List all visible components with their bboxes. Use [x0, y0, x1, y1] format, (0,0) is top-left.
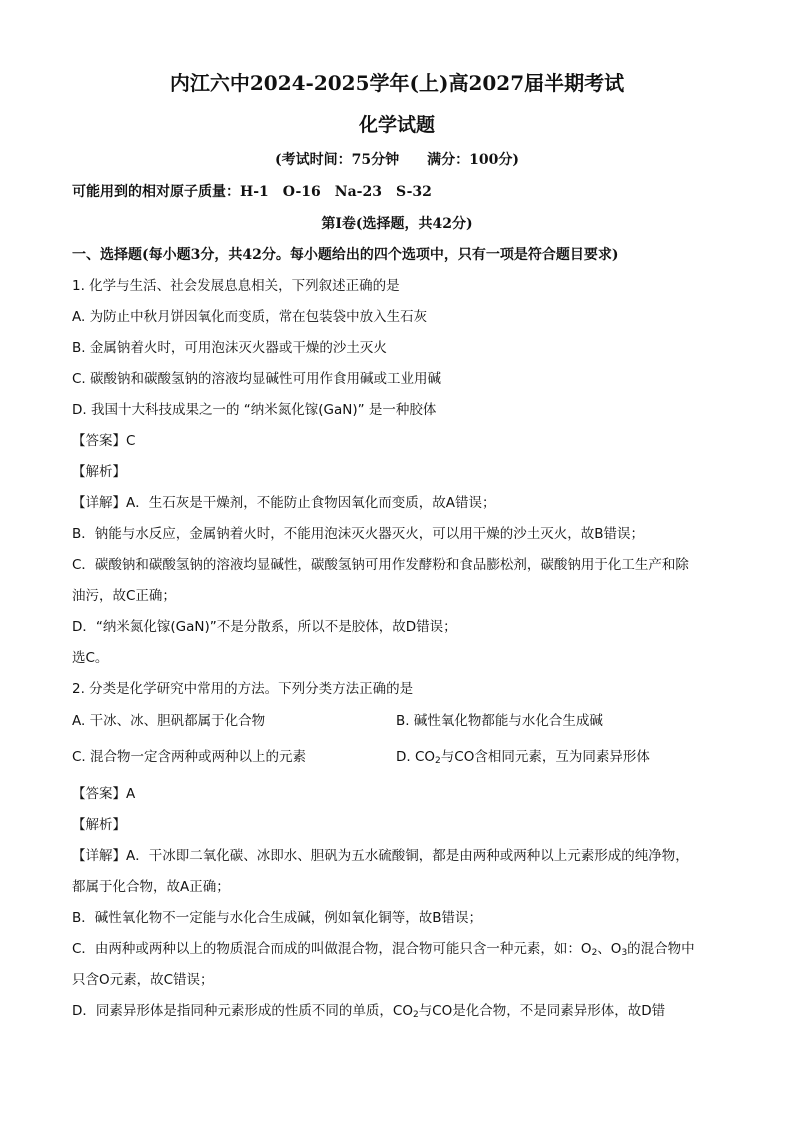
- q2-option-c: C. 混合物一定含两种或两种以上的元素: [72, 749, 307, 765]
- q2-stem: 2. 分类是化学研究中常用的方法。下列分类方法正确的是: [72, 681, 414, 697]
- q1-option-a: A. 为防止中秋月饼因氧化而变质，常在包装袋中放入生石灰: [72, 309, 428, 325]
- q2-option-d-formula: CO: [414, 749, 436, 765]
- q2-option-d-prefix: D.: [396, 749, 415, 765]
- q2-option-b: B. 碱性氧化物都能与水化合生成碱: [396, 713, 603, 729]
- q2-detail-text: 的混合物中: [627, 941, 695, 957]
- part-heading: 一、选择题(每小题3分，共42分。每小题给出的四个选项中，只有一项是符合题目要求): [72, 247, 619, 263]
- q2-detail-line: [72, 939, 722, 959]
- q2-detail-text: C．由两种或两种以上的物质混合而成的叫做混合物，混合物可能只含一种元素，如：O: [72, 941, 592, 957]
- q1-stem: 1. 化学与生活、社会发展息息相关，下列叙述正确的是: [72, 278, 400, 294]
- q2-analysis-label: 【解析】: [72, 817, 126, 833]
- subscript: 2: [591, 948, 598, 958]
- q1-detail-line: 油污，故C正确；: [72, 588, 176, 604]
- q2-option-d-text: 与CO含相同元素，互为同素异形体: [440, 749, 650, 765]
- q1-detail-line: C．碳酸钠和碳酸氢钠的溶液均显碱性，碳酸氢钠可用作发酵粉和食品膨松剂，碳酸钠用于化工生产和除: [72, 557, 689, 573]
- q2-detail-line: [72, 1001, 722, 1021]
- subscript: 2: [412, 1010, 419, 1020]
- page-title: 内江六中2024-2025学年(上)高2027届半期考试: [169, 71, 625, 95]
- q2-detail-line: B．碱性氧化物不一定能与水化合生成碱，例如氧化铜等，故B错误；: [72, 910, 483, 926]
- exam-info: (考试时间：75分钟 满分：100分): [275, 152, 519, 168]
- q2-detail-line: 都属于化合物，故A正确；: [72, 879, 230, 895]
- q1-option-b: B. 金属钠着火时，可用泡沫灭火器或干燥的沙土灭火: [72, 340, 387, 356]
- q2-option-d: [396, 747, 650, 767]
- q1-option-c: C. 碳酸钠和碳酸氢钠的溶液均显碱性可用作食用碱或工业用碱: [72, 371, 442, 387]
- q1-answer: 【答案】C: [72, 433, 136, 449]
- q2-detail-text: 、O: [597, 941, 622, 957]
- q2-detail-line: 【详解】A．干冰即二氧化碳、冰即水、胆矾为五水硫酸铜，都是由两种或两种以上元素形成的纯净物，: [72, 848, 689, 864]
- q2-option-a: A. 干冰、冰、胆矾都属于化合物: [72, 713, 266, 729]
- subscript: 3: [621, 948, 628, 958]
- q1-analysis-label: 【解析】: [72, 464, 126, 480]
- q2-answer: 【答案】A: [72, 786, 136, 802]
- q2-option-d-subscript: 2: [435, 756, 441, 766]
- section-heading: 第Ⅰ卷(选择题，共42分): [321, 216, 473, 232]
- q2-option-row-1: [72, 711, 722, 731]
- q2-detail-line: 只含O元素，故C错误；: [72, 972, 214, 988]
- q1-detail-line: 【详解】A．生石灰是干燥剂，不能防止食物因氧化而变质，故A错误；: [72, 495, 496, 511]
- q1-detail-line: 选C。: [72, 650, 109, 666]
- q2-detail-text: D．同素异形体是指同种元素形成的性质不同的单质，CO: [72, 1003, 413, 1019]
- q1-option-d: D. 我国十大科技成果之一的 “纳米氮化镓(GaN)” 是一种胶体: [72, 402, 437, 418]
- atomic-mass-note: 可能用到的相对原子质量：H-1 O-16 Na-23 S-32: [72, 184, 432, 200]
- q1-detail-line: D．“纳米氮化镓(GaN)”不是分散系，所以不是胶体，故D错误；: [72, 619, 457, 635]
- page-subtitle: 化学试题: [358, 114, 435, 136]
- q2-option-row-2: [72, 747, 722, 767]
- q1-detail-line: B．钠能与水反应，金属钠着火时，不能用泡沫灭火器灭火，可以用干燥的沙土灭火，故B错误；: [72, 526, 645, 542]
- q2-detail-text: 与CO是化合物，不是同素异形体，故D错: [418, 1003, 666, 1019]
